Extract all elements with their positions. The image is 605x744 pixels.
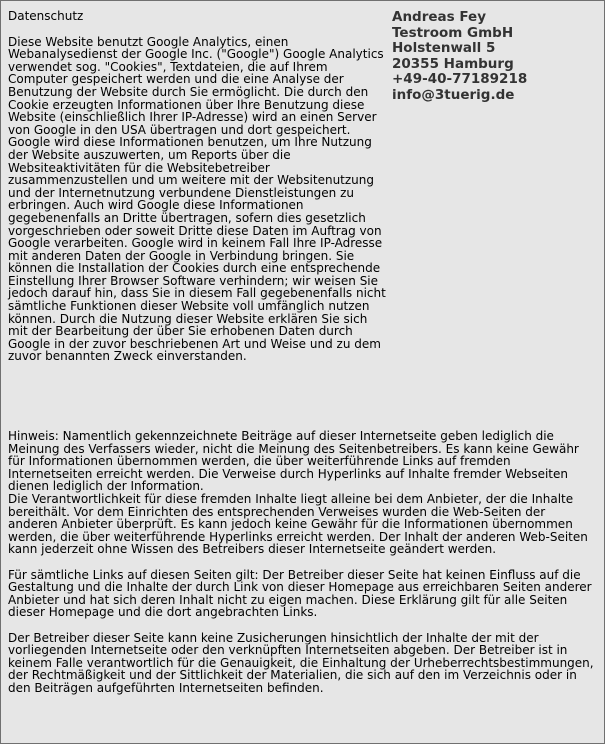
privacy-section [8, 10, 386, 363]
disclaimer-paragraph-3: Für sämtliche Links auf diesen Seiten gilt: Der Betreiber dieser Seite hat keinen Einfluss auf die Gestaltung und die Inhalte der durch Link von dieser Homepage aus erreichbaren Seiten anderer Anbieter und hat sich deren Inhalt nicht zu eigen machen. Diese Erklärung gilt für alle Seiten dieser Homepage und die dort angebrachten Links. [8, 567, 592, 620]
disclaimer-paragraph-1: Hinweis: Namentlich gekennzeichnete Beiträge auf dieser Internetseite geben lediglich die Meinung des Verfassers wieder, nicht die Meinung des Seitenbetreibers. Es kann keine Gewähr für Informationen übernommen werden, die über weiterführende Links auf fremden Internetseiten erreicht werden. Die Verweise durch Hyperlinks auf Inhalte fremder Webseiten dienen lediglich der Information. [8, 429, 579, 494]
contact-block [392, 10, 597, 103]
contact-email: info@3tuerig.de [392, 86, 515, 103]
contact-name: Andreas Fey [392, 9, 487, 25]
contact-city: 20355 Hamburg [392, 55, 514, 72]
disclaimer-block-1 [8, 430, 598, 556]
disclaimer-paragraph-2: Die Verantwortlichkeit für diese fremden Inhalte liegt alleine bei dem Anbieter, der die Inhalte bereithält. Vor dem Einrichten des entsprechenden Verweises wurden die Web-Seiten der anderen Anbieter überprüft. Es kann jedoch keine Gewähr für die Informationen übernommen werden, die über weiterführende Hyperlinks erreicht werden. Der Inhalt der anderen Web-Seiten kann jederzeit ohne Wissen des Betreibers dieser Internetseite geändert werden. [8, 491, 588, 557]
contact-street: Holstenwall 5 [392, 40, 496, 56]
privacy-heading: Datenschutz [8, 9, 84, 23]
disclaimer-section [8, 430, 598, 707]
contact-company: Testroom GmbH [392, 24, 514, 41]
contact-phone: +49-40-77189218 [392, 71, 528, 87]
privacy-text: Diese Website benutzt Google Analytics, einen Webanalysedienst der Google Inc. ("Google") Google Analytics verwendet sog. "Cookies", Textdateien, die auf Ihrem Computer gespeichert werden und die eine Analyse der Benutzung der Website durch Sie ermöglicht. Die durch den Cookie erzeugten Informationen über Ihre Benutzung diese Website (einschließlich Ihrer IP-Adresse) wird an einen Server von Google in den USA übertragen und dort gespeichert. Google wird diese Informationen benutzen, um Ihre Nutzung der Website auszuwerten, um Reports über die Websiteaktivitäten für die Websitebetreiber zusammenzustellen und um weitere mit der Websitenutzung und der Internetnutzung verbundene Dienstleistungen zu erbringen. Auch wird Google diese Informationen gegebenenfalls an Dritte übertragen, sofern dies gesetzlich vorgeschrieben oder soweit Dritte diese Daten im Auftrag von Google verarbeiten. Google wird in keinem Fall Ihre IP-Adresse mit anderen Daten der Google in Verbindung bringen. Sie können die Installation der Cookies durch eine entsprechende Einstellung Ihrer Browser Software verhindern; wir weisen Sie jedoch darauf hin, dass Sie in diesem Fall gegebenenfalls nicht sämtliche Funktionen dieser Website voll umfänglich nutzen können. Durch die Nutzung dieser Website erklären Sie sich mit der Bearbeitung der über Sie erhobenen Daten durch Google in der zuvor beschriebenen Art und Weise und zu dem zuvor benannten Zweck einverstanden. [8, 34, 386, 364]
disclaimer-paragraph-4: Der Betreiber dieser Seite kann keine Zusicherungen hinsichtlich der Inhalte der mit der vorliegenden Internetseite oder den verknüpften Internetseiten abgeben. Der Betreiber ist in keinem Falle verantwortlich für die Genauigkeit, die Einhaltung der Urheberrechtsbestimmungen, der Rechtmäßigkeit und der Sittlichkeit der Materialien, die sich auf den im Verzeichnis oder in den Beiträgen aufgeführten Internetseiten befinden. [8, 630, 594, 695]
